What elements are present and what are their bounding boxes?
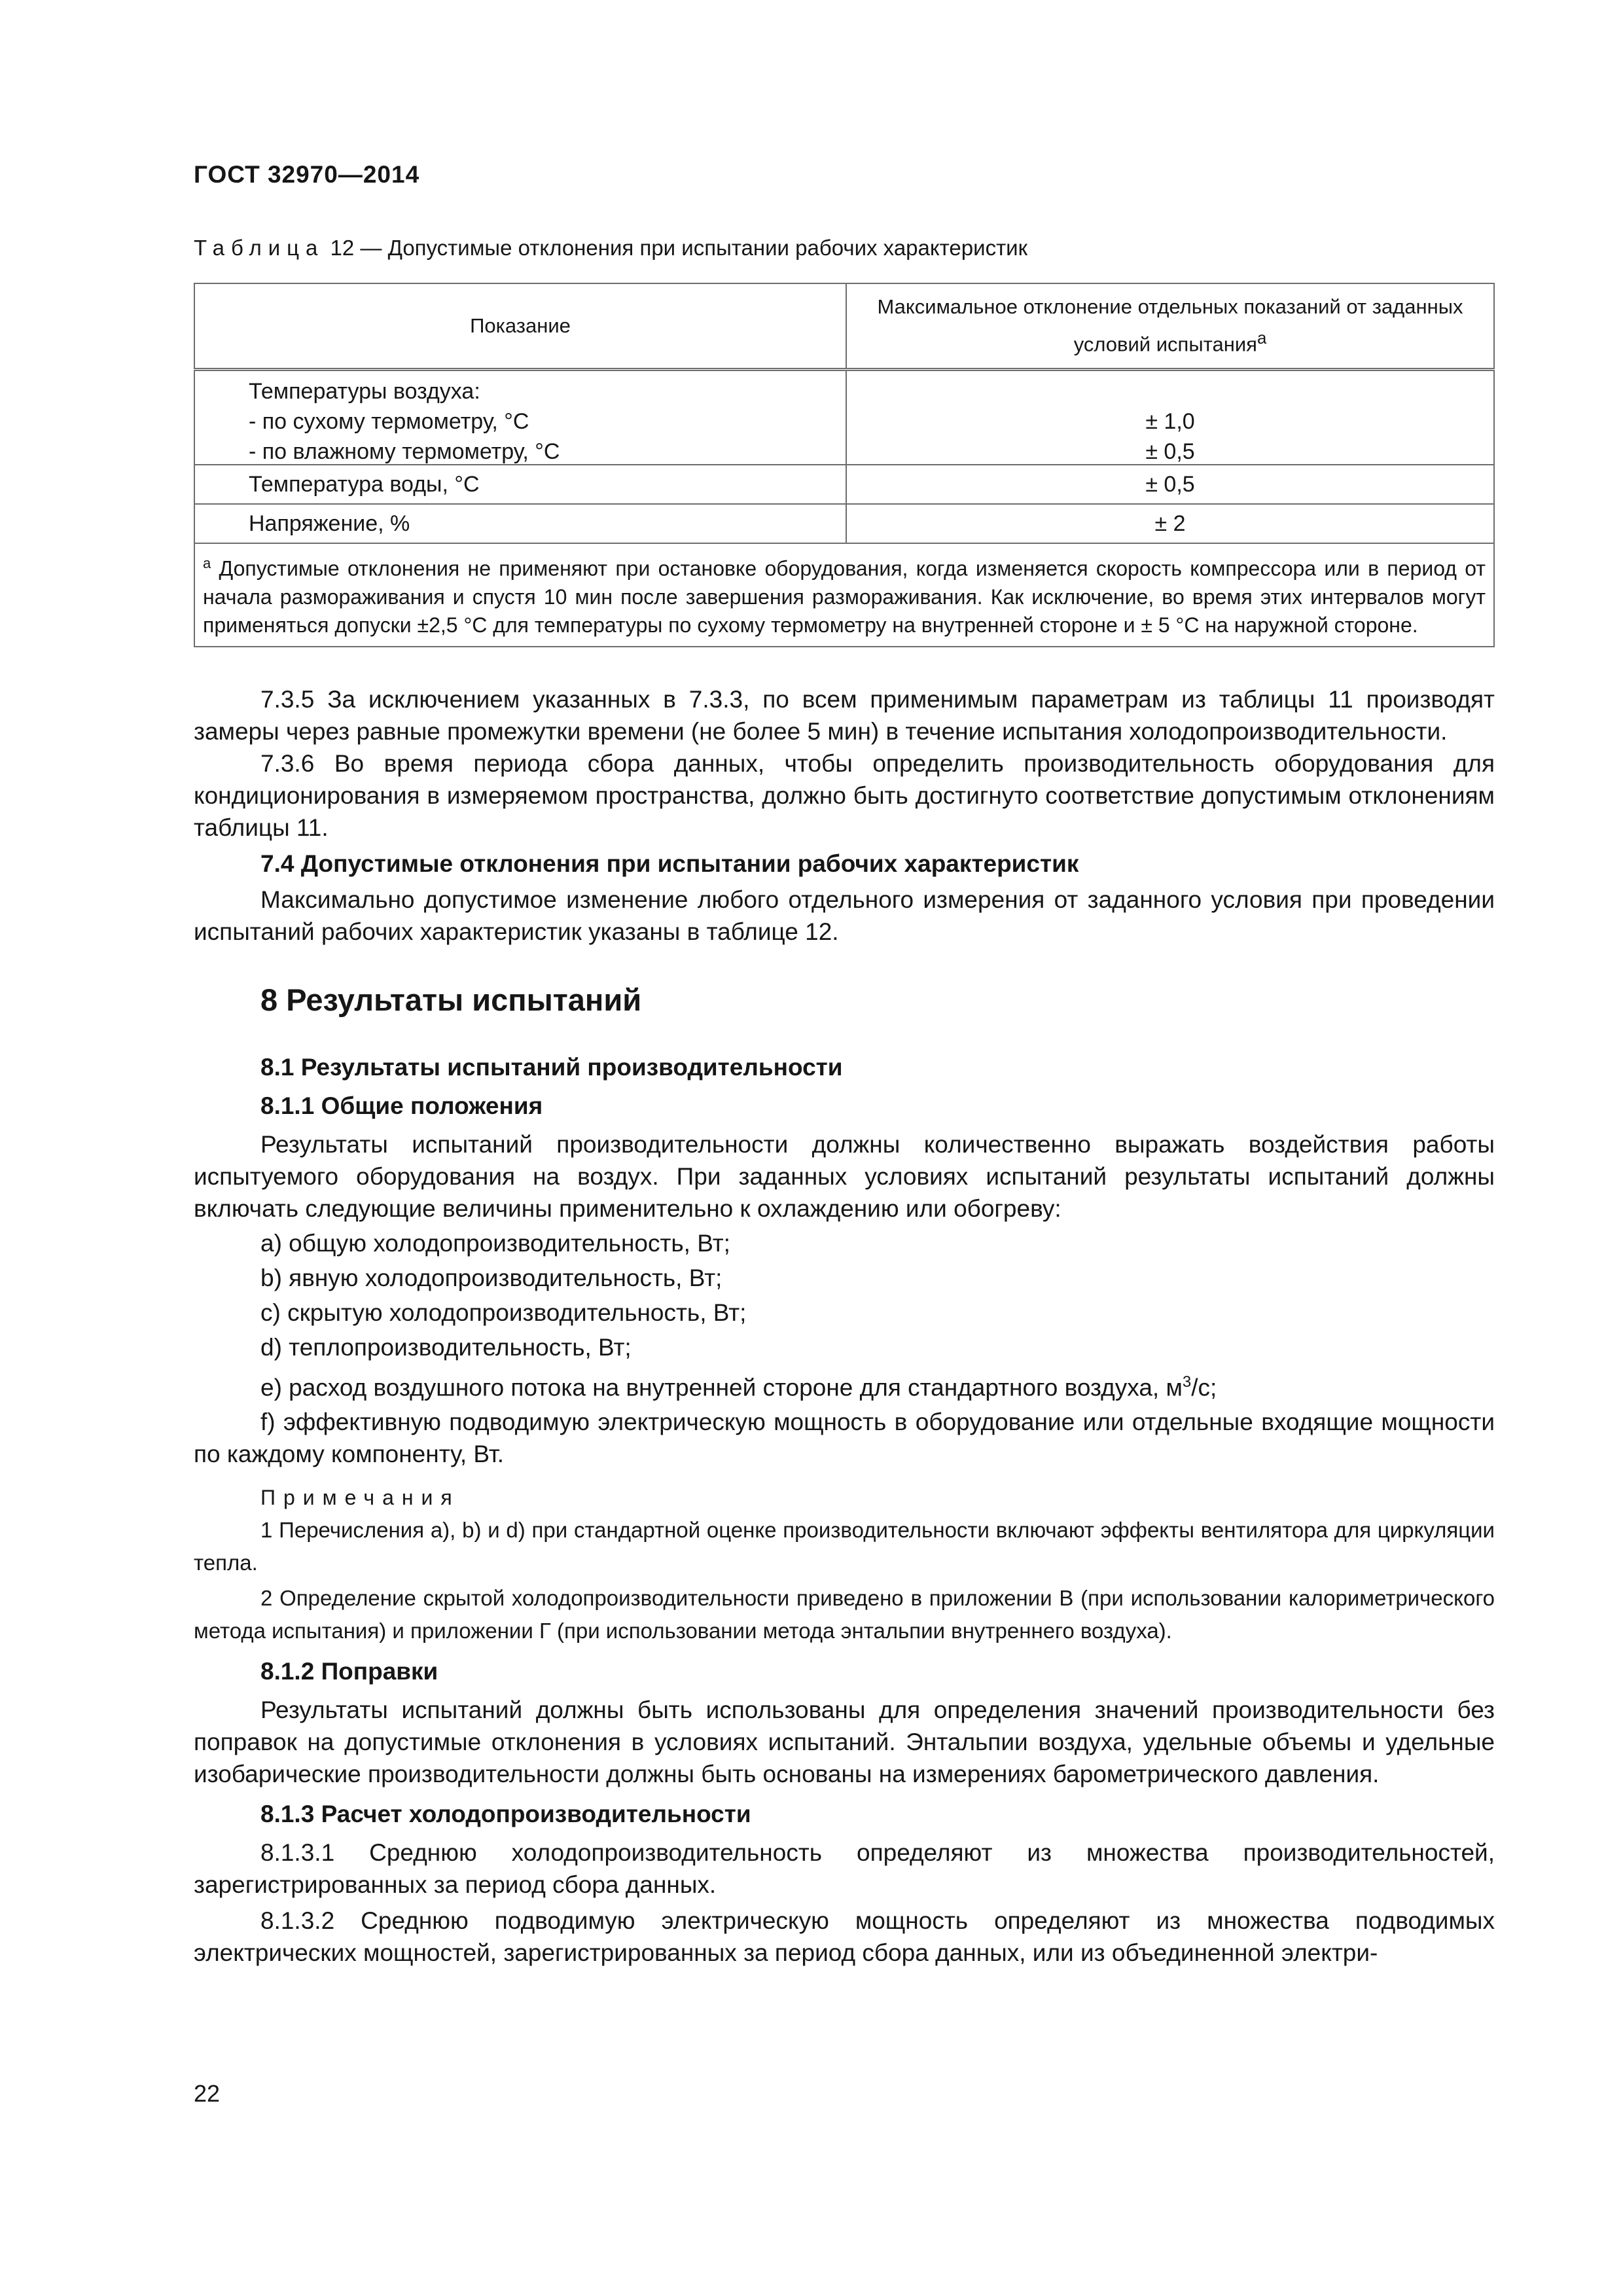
section-heading-8: 8 Результаты испытаний: [260, 982, 642, 1017]
notes-title: Примечания: [260, 1486, 460, 1510]
paragraph-8-1-3-2: 8.1.3.2 Среднюю подводимую электрическую мощность определяют из множества подводимых электрических мощностей, зарегистрированных за период сбора данных, или из объединенной электри-: [194, 1907, 1495, 1967]
value-wet-bulb: ± 0,5: [1145, 439, 1195, 464]
param-voltage: Напряжение, %: [249, 511, 410, 536]
heading-8-1-1: 8.1.1 Общие положения: [260, 1092, 543, 1119]
column-header-footnote-mark: a: [1257, 329, 1267, 348]
list-item-d: d) теплопроизводительность, Вт;: [260, 1334, 632, 1361]
column-header-indication: Показание: [194, 283, 846, 370]
table-cell-value: [846, 370, 1494, 465]
table-caption-title: 12 — Допустимые отклонения при испытании рабочих характеристик: [324, 236, 1028, 260]
page-number: 22: [194, 2080, 221, 2107]
tolerance-table: [194, 283, 1495, 647]
param-wet-bulb: - по влажному термометру, °С: [249, 439, 560, 464]
document-body: [194, 683, 1495, 1969]
table-row: [194, 465, 1494, 504]
list-item-b: b) явную холодопроизводительность, Вт;: [260, 1265, 722, 1291]
note-2: 2 Определение скрытой холодопроизводительности приведено в приложении В (при использовании калориметрического метода испытания) и приложении Г (при использовании метода энтальпии внутреннего воздуха).: [194, 1586, 1495, 1643]
list-item-e-end: /с;: [1191, 1374, 1217, 1401]
table-cell-param: [194, 370, 846, 465]
table-cell-param: [194, 504, 846, 543]
paragraph-7-3-5: 7.3.5 За исключением указанных в 7.3.3, по всем применимым параметрам из таблицы 11 производят замеры через равные промежутки времени (не более 5 мин) в течение испытания холодопроизводительности.: [194, 686, 1495, 745]
value-voltage: ± 2: [1154, 511, 1186, 536]
list-item-e-text: e) расход воздушного потока на внутренней стороне для стандартного воздуха, м: [260, 1374, 1183, 1401]
table-footnote: Допустимые отклонения не применяют при остановке оборудования, когда изменяется скорость компрессора или в период от начала размораживания и спустя 10 мин после завершения размораживания. Как исключение, во время этих интервалов могут применяться допуски ±2,5 °С для температуры по сухому термометру на внутренней стороне и ± 5 °С на наружной стороне.: [203, 556, 1486, 637]
paragraph-7-4: Максимально допустимое изменение любого отдельного измерения от заданного условия при проведении испытаний рабочих характеристик указаны в таблице 12.: [194, 886, 1495, 945]
paragraph-8-1-1: Результаты испытаний производительности должны количественно выражать воздействия работы испытуемого оборудования на воздух. При заданных условиях испытаний результаты испытаний должны включать следующие величины применительно к охлаждению или обогреву:: [194, 1131, 1495, 1222]
paragraph-8-1-2: Результаты испытаний должны быть использованы для определения значений производительности без поправок на допустимые отклонения в условиях испытаний. Энтальпии воздуха, удельные объемы и удельные изобарические производительности должны быть основаны на измерениях барометрического давления.: [194, 1696, 1495, 1788]
paragraph-8-1-3-1: 8.1.3.1 Среднюю холодопроизводительность определяют из множества производительностей, зарегистрированных за период сбора данных.: [194, 1839, 1495, 1899]
column-header-line2: условий испытания: [1073, 332, 1257, 356]
note-1: 1 Перечисления a), b) и d) при стандартной оценке производительности включают эффекты вентилятора для циркуляции тепла.: [194, 1518, 1495, 1575]
standard-header: ГОСТ 32970—2014: [194, 161, 420, 188]
table-cell-param: [194, 465, 846, 504]
table-header-row: [194, 283, 1494, 370]
list-item-c: c) скрытую холодопроизводительность, Вт;: [260, 1299, 747, 1326]
param-water-temp: Температура воды, °С: [249, 472, 480, 497]
table-caption: [194, 236, 1027, 260]
table-row: [194, 504, 1494, 543]
list-item-e-sup: 3: [1182, 1373, 1192, 1391]
table-cell-value: [846, 465, 1494, 504]
table-footnote-row: [194, 543, 1494, 647]
heading-8-1-2: 8.1.2 Поправки: [260, 1658, 438, 1685]
heading-7-4: 7.4 Допустимые отклонения при испытании рабочих характеристик: [260, 850, 1079, 877]
table-caption-prefix: Таблица: [194, 236, 325, 260]
table-row: [194, 370, 1494, 465]
param-dry-bulb: - по сухому термометру, °С: [249, 409, 529, 434]
column-header-line1: Максимальное отклонение отдельных показаний от заданных: [877, 295, 1463, 319]
value-water-temp: ± 0,5: [1145, 472, 1195, 497]
list-item-a: a) общую холодопроизводительность, Вт;: [260, 1230, 730, 1257]
heading-8-1-3: 8.1.3 Расчет холодопроизводительности: [260, 1801, 751, 1828]
table-cell-value: [846, 504, 1494, 543]
table-footnote-cell: [194, 543, 1494, 647]
paragraph-7-3-6: 7.3.6 Во время периода сбора данных, чтобы определить производительность оборудования для кондиционирования в измеряемом пространства, должно быть достигнуто соответствие допустимым отклонениям таблицы 11.: [194, 750, 1495, 841]
heading-8-1: 8.1 Результаты испытаний производительности: [260, 1054, 843, 1081]
value-dry-bulb: ± 1,0: [1145, 409, 1195, 434]
param-title: Температуры воздуха:: [249, 379, 480, 404]
column-header-max-deviation: [846, 283, 1494, 370]
list-item-f: f) эффективную подводимую электрическую мощность в оборудование или отдельные входящие мощности по каждому компоненту, Вт.: [194, 1408, 1495, 1468]
footnote-mark: a: [203, 555, 211, 571]
list-item-e: [194, 1366, 1495, 1403]
